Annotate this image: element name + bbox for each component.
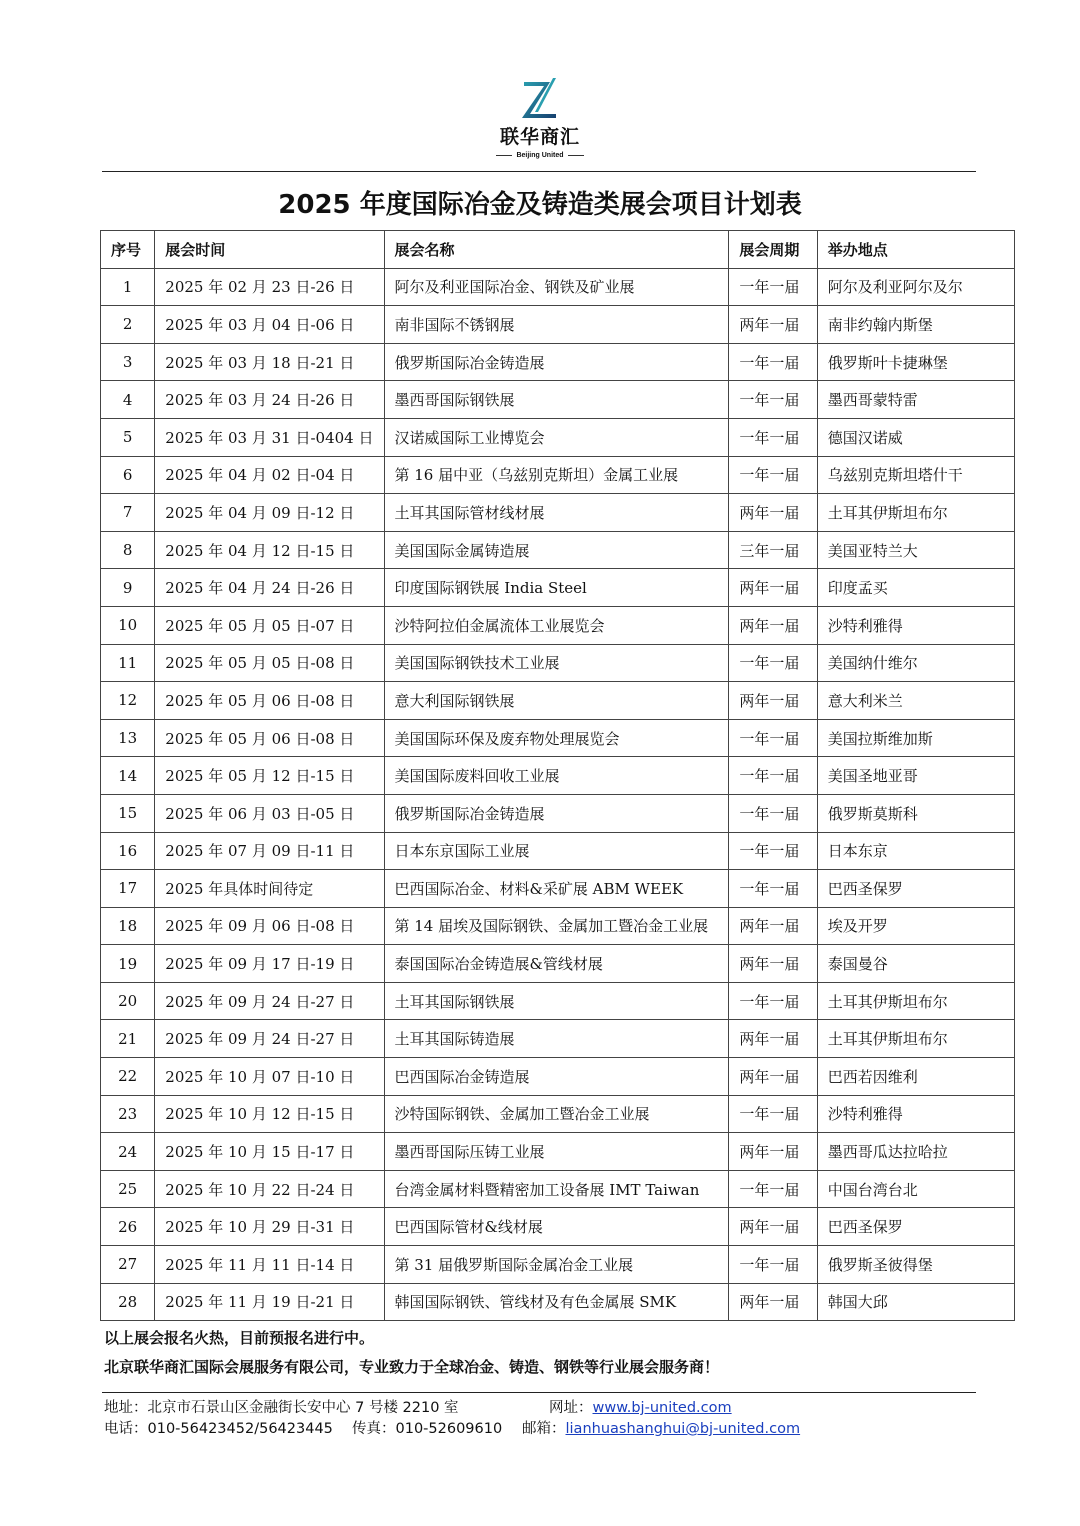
address: 北京市石景山区金融街长安中心 7 号楼 2210 室	[147, 1400, 459, 1416]
web-label: 网址：	[549, 1400, 593, 1416]
header-cycle: 展会周期	[729, 231, 817, 269]
cell-date: 2025 年 05 月 05 日-08 日	[155, 644, 384, 682]
table-row	[101, 907, 1015, 945]
table-row	[101, 1095, 1015, 1133]
table-row	[101, 381, 1015, 419]
cell-cycle: 两年一届	[729, 1058, 817, 1096]
company-logo	[490, 78, 590, 159]
cell-index: 9	[101, 569, 155, 607]
cell-name: 印度国际钢铁展 India Steel	[384, 569, 729, 607]
cell-index: 3	[101, 343, 155, 381]
table-row	[101, 1246, 1015, 1284]
cell-index: 1	[101, 268, 155, 306]
cell-name: 第 14 届埃及国际钢铁、金属加工暨冶金工业展	[384, 907, 729, 945]
cell-cycle: 一年一届	[729, 757, 817, 795]
cell-cycle: 两年一届	[729, 306, 817, 344]
cell-location: 韩国大邱	[817, 1283, 1014, 1321]
cell-index: 27	[101, 1246, 155, 1284]
cell-date: 2025 年 10 月 29 日-31 日	[155, 1208, 384, 1246]
note-registration: 以上展会报名火热，目前预报名进行中。	[104, 1329, 375, 1347]
cell-location: 墨西哥蒙特雷	[817, 381, 1014, 419]
cell-cycle: 两年一届	[729, 907, 817, 945]
cell-location: 沙特利雅得	[817, 606, 1014, 644]
cell-location: 美国纳什维尔	[817, 644, 1014, 682]
cell-index: 6	[101, 456, 155, 494]
cell-cycle: 一年一届	[729, 982, 817, 1020]
cell-date: 2025 年 10 月 12 日-15 日	[155, 1095, 384, 1133]
footer-divider	[102, 1392, 976, 1393]
cell-name: 巴西国际冶金、材料&采矿展 ABM WEEK	[384, 870, 729, 908]
cell-name: 泰国国际冶金铸造展&管线材展	[384, 945, 729, 983]
cell-location: 土耳其伊斯坦布尔	[817, 1020, 1014, 1058]
cell-cycle: 两年一届	[729, 1283, 817, 1321]
cell-location: 阿尔及利亚阿尔及尔	[817, 268, 1014, 306]
cell-cycle: 两年一届	[729, 494, 817, 532]
cell-index: 22	[101, 1058, 155, 1096]
email-label: 邮箱：	[522, 1421, 566, 1437]
note-company: 北京联华商汇国际会展服务有限公司，专业致力于全球冶金、铸造、钢铁等行业展会服务商！	[104, 1358, 720, 1376]
cell-index: 19	[101, 945, 155, 983]
cell-cycle: 一年一届	[729, 794, 817, 832]
table-row	[101, 870, 1015, 908]
cell-cycle: 两年一届	[729, 1020, 817, 1058]
cell-location: 巴西圣保罗	[817, 870, 1014, 908]
cell-date: 2025 年 10 月 07 日-10 日	[155, 1058, 384, 1096]
address-label: 地址：	[104, 1400, 148, 1416]
cell-location: 埃及开罗	[817, 907, 1014, 945]
cell-name: 日本东京国际工业展	[384, 832, 729, 870]
cell-date: 2025 年 03 月 31 日-0404 日	[155, 418, 384, 456]
table-row	[101, 268, 1015, 306]
cell-index: 8	[101, 531, 155, 569]
cell-index: 18	[101, 907, 155, 945]
website-link[interactable]: www.bj-united.com	[592, 1400, 732, 1416]
cell-cycle: 一年一届	[729, 381, 817, 419]
cell-cycle: 一年一届	[729, 343, 817, 381]
document-title: 2025 年度国际冶金及铸造类展会项目计划表	[278, 190, 802, 220]
cell-index: 4	[101, 381, 155, 419]
table-row	[101, 418, 1015, 456]
phone: 010-56423452/56423445	[147, 1421, 333, 1437]
cell-name: 美国国际废料回收工业展	[384, 757, 729, 795]
cell-location: 巴西若因维利	[817, 1058, 1014, 1096]
table-row	[101, 719, 1015, 757]
table-row	[101, 832, 1015, 870]
cell-index: 21	[101, 1020, 155, 1058]
cell-index: 28	[101, 1283, 155, 1321]
table-row	[101, 456, 1015, 494]
cell-location: 俄罗斯圣彼得堡	[817, 1246, 1014, 1284]
table-row	[101, 945, 1015, 983]
cell-location: 意大利米兰	[817, 682, 1014, 720]
fax: 010-52609610	[395, 1421, 503, 1437]
cell-index: 15	[101, 794, 155, 832]
cell-cycle: 两年一届	[729, 682, 817, 720]
fax-label: 传真：	[352, 1421, 396, 1437]
table-row	[101, 494, 1015, 532]
cell-cycle: 两年一届	[729, 569, 817, 607]
cell-location: 俄罗斯莫斯科	[817, 794, 1014, 832]
cell-name: 沙特国际钢铁、金属加工暨冶金工业展	[384, 1095, 729, 1133]
cell-location: 日本东京	[817, 832, 1014, 870]
cell-name: 台湾金属材料暨精密加工设备展 IMT Taiwan	[384, 1170, 729, 1208]
cell-index: 25	[101, 1170, 155, 1208]
cell-name: 第 31 届俄罗斯国际金属冶金工业展	[384, 1246, 729, 1284]
cell-cycle: 两年一届	[729, 1133, 817, 1171]
cell-name: 意大利国际钢铁展	[384, 682, 729, 720]
cell-index: 12	[101, 682, 155, 720]
cell-date: 2025 年 06 月 03 日-05 日	[155, 794, 384, 832]
table-header-row	[101, 231, 1015, 269]
table-row	[101, 306, 1015, 344]
table-row	[101, 1133, 1015, 1171]
cell-name: 巴西国际管材&线材展	[384, 1208, 729, 1246]
cell-name: 墨西哥国际钢铁展	[384, 381, 729, 419]
cell-date: 2025 年 11 月 11 日-14 日	[155, 1246, 384, 1284]
cell-date: 2025 年 02 月 23 日-26 日	[155, 268, 384, 306]
cell-cycle: 三年一届	[729, 531, 817, 569]
table-row	[101, 606, 1015, 644]
cell-location: 乌兹别克斯坦塔什干	[817, 456, 1014, 494]
cell-index: 13	[101, 719, 155, 757]
cell-date: 2025 年 09 月 24 日-27 日	[155, 982, 384, 1020]
header-index: 序号	[101, 231, 155, 269]
cell-index: 7	[101, 494, 155, 532]
cell-date: 2025 年 05 月 05 日-07 日	[155, 606, 384, 644]
logo-name-en: Beijing United	[516, 152, 564, 159]
cell-date: 2025 年 04 月 09 日-12 日	[155, 494, 384, 532]
table-row	[101, 982, 1015, 1020]
footer-line-2	[104, 1417, 800, 1438]
cell-date: 2025 年 09 月 06 日-08 日	[155, 907, 384, 945]
cell-index: 24	[101, 1133, 155, 1171]
phone-label: 电话：	[104, 1421, 148, 1437]
cell-cycle: 一年一届	[729, 456, 817, 494]
cell-cycle: 一年一届	[729, 418, 817, 456]
cell-index: 10	[101, 606, 155, 644]
cell-date: 2025 年 04 月 02 日-04 日	[155, 456, 384, 494]
cell-cycle: 一年一届	[729, 268, 817, 306]
cell-location: 土耳其伊斯坦布尔	[817, 982, 1014, 1020]
cell-date: 2025 年具体时间待定	[155, 870, 384, 908]
cell-date: 2025 年 10 月 22 日-24 日	[155, 1170, 384, 1208]
header-name: 展会名称	[384, 231, 729, 269]
cell-cycle: 两年一届	[729, 606, 817, 644]
cell-index: 5	[101, 418, 155, 456]
cell-cycle: 一年一届	[729, 870, 817, 908]
cell-name: 俄罗斯国际冶金铸造展	[384, 794, 729, 832]
cell-name: 墨西哥国际压铸工业展	[384, 1133, 729, 1171]
cell-date: 2025 年 04 月 24 日-26 日	[155, 569, 384, 607]
email-link[interactable]: lianhuashanghui@bj-united.com	[565, 1421, 801, 1437]
cell-index: 26	[101, 1208, 155, 1246]
cell-location: 中国台湾台北	[817, 1170, 1014, 1208]
table-row	[101, 1058, 1015, 1096]
cell-date: 2025 年 11 月 19 日-21 日	[155, 1283, 384, 1321]
header-divider	[102, 171, 976, 172]
cell-cycle: 一年一届	[729, 1170, 817, 1208]
cell-date: 2025 年 05 月 06 日-08 日	[155, 682, 384, 720]
cell-location: 美国亚特兰大	[817, 531, 1014, 569]
cell-name: 俄罗斯国际冶金铸造展	[384, 343, 729, 381]
cell-date: 2025 年 05 月 12 日-15 日	[155, 757, 384, 795]
table-row	[101, 343, 1015, 381]
table-row	[101, 757, 1015, 795]
table-row	[101, 1020, 1015, 1058]
cell-name: 土耳其国际管材线材展	[384, 494, 729, 532]
cell-location: 巴西圣保罗	[817, 1208, 1014, 1246]
cell-cycle: 一年一届	[729, 644, 817, 682]
cell-date: 2025 年 10 月 15 日-17 日	[155, 1133, 384, 1171]
cell-location: 印度孟买	[817, 569, 1014, 607]
cell-name: 巴西国际冶金铸造展	[384, 1058, 729, 1096]
table-row	[101, 569, 1015, 607]
cell-name: 汉诺威国际工业博览会	[384, 418, 729, 456]
cell-date: 2025 年 07 月 09 日-11 日	[155, 832, 384, 870]
header-date: 展会时间	[155, 231, 384, 269]
cell-cycle: 一年一届	[729, 1095, 817, 1133]
cell-date: 2025 年 04 月 12 日-15 日	[155, 531, 384, 569]
header-location: 举办地点	[817, 231, 1014, 269]
table-row	[101, 1170, 1015, 1208]
cell-date: 2025 年 09 月 24 日-27 日	[155, 1020, 384, 1058]
cell-cycle: 两年一届	[729, 945, 817, 983]
cell-location: 墨西哥瓜达拉哈拉	[817, 1133, 1014, 1171]
cell-index: 17	[101, 870, 155, 908]
table-row	[101, 1208, 1015, 1246]
cell-name: 阿尔及利亚国际冶金、钢铁及矿业展	[384, 268, 729, 306]
cell-location: 南非约翰内斯堡	[817, 306, 1014, 344]
table-row	[101, 1283, 1015, 1321]
cell-cycle: 两年一届	[729, 1208, 817, 1246]
cell-location: 俄罗斯叶卡捷琳堡	[817, 343, 1014, 381]
z-logo-icon	[520, 78, 560, 120]
cell-index: 20	[101, 982, 155, 1020]
cell-name: 南非国际不锈钢展	[384, 306, 729, 344]
cell-date: 2025 年 03 月 18 日-21 日	[155, 343, 384, 381]
cell-name: 美国国际金属铸造展	[384, 531, 729, 569]
cell-location: 沙特利雅得	[817, 1095, 1014, 1133]
cell-location: 德国汉诺威	[817, 418, 1014, 456]
cell-name: 沙特阿拉伯金属流体工业展览会	[384, 606, 729, 644]
cell-name: 第 16 届中亚（乌兹别克斯坦）金属工业展	[384, 456, 729, 494]
logo-name-cn: 联华商汇	[499, 126, 580, 148]
cell-date: 2025 年 05 月 06 日-08 日	[155, 719, 384, 757]
cell-name: 美国国际钢铁技术工业展	[384, 644, 729, 682]
cell-date: 2025 年 09 月 17 日-19 日	[155, 945, 384, 983]
cell-cycle: 一年一届	[729, 1246, 817, 1284]
cell-location: 土耳其伊斯坦布尔	[817, 494, 1014, 532]
cell-date: 2025 年 03 月 24 日-26 日	[155, 381, 384, 419]
cell-location: 美国圣地亚哥	[817, 757, 1014, 795]
cell-index: 11	[101, 644, 155, 682]
cell-index: 16	[101, 832, 155, 870]
cell-name: 韩国国际钢铁、管线材及有色金属展 SMK	[384, 1283, 729, 1321]
table-row	[101, 644, 1015, 682]
cell-index: 2	[101, 306, 155, 344]
exhibition-table	[100, 230, 1015, 1321]
cell-name: 土耳其国际铸造展	[384, 1020, 729, 1058]
cell-cycle: 一年一届	[729, 832, 817, 870]
cell-location: 美国拉斯维加斯	[817, 719, 1014, 757]
cell-location: 泰国曼谷	[817, 945, 1014, 983]
cell-name: 美国国际环保及废弃物处理展览会	[384, 719, 729, 757]
table-row	[101, 794, 1015, 832]
table-row	[101, 531, 1015, 569]
cell-name: 土耳其国际钢铁展	[384, 982, 729, 1020]
cell-date: 2025 年 03 月 04 日-06 日	[155, 306, 384, 344]
cell-index: 23	[101, 1095, 155, 1133]
cell-cycle: 一年一届	[729, 719, 817, 757]
cell-index: 14	[101, 757, 155, 795]
footer-line-1	[104, 1396, 732, 1417]
table-row	[101, 682, 1015, 720]
